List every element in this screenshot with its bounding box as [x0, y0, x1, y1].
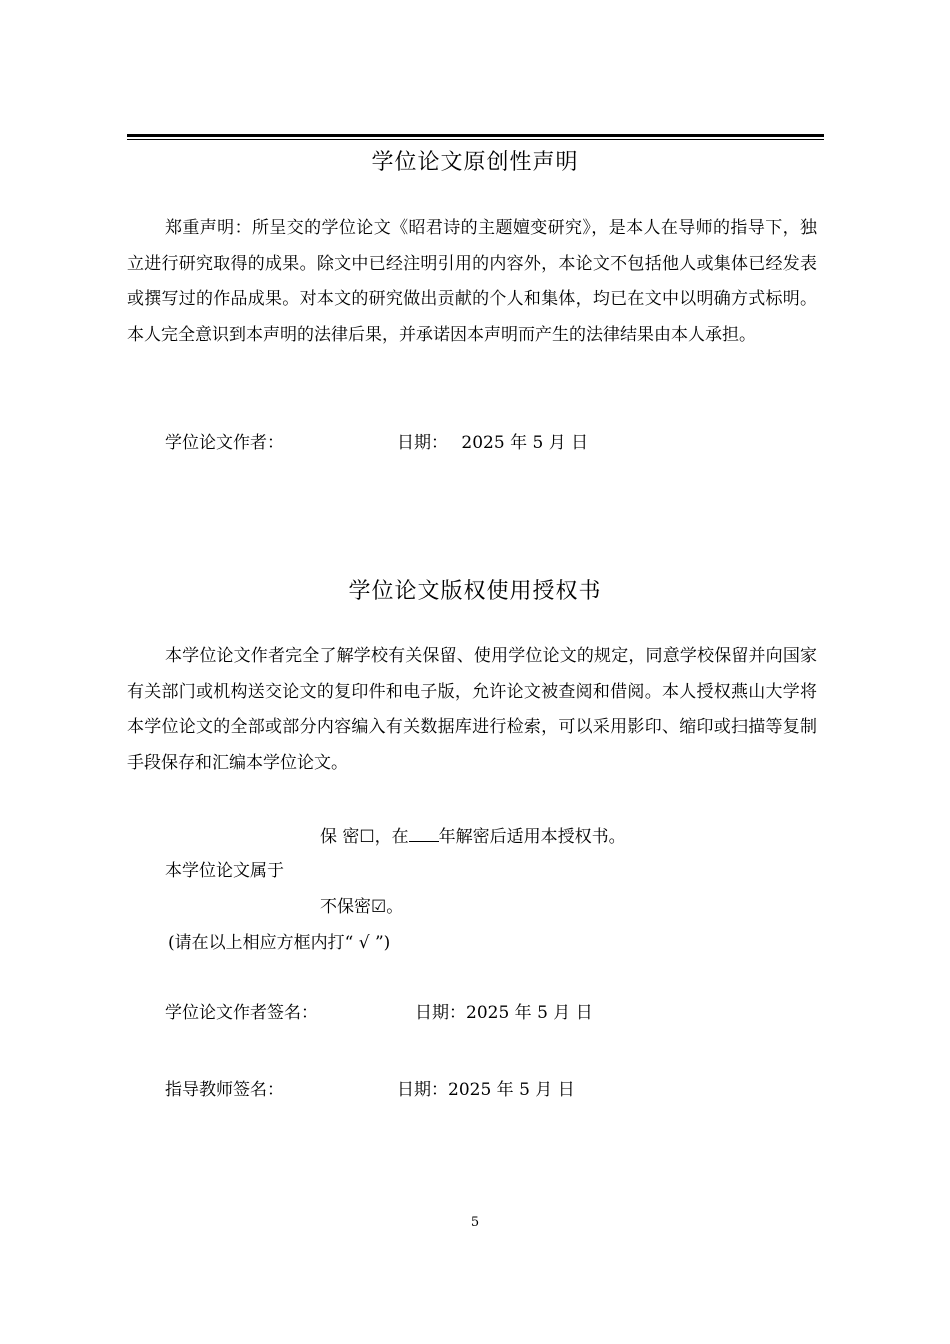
page-number: 5	[470, 1215, 480, 1230]
secret-suffix-label: 年解密后适用本授权书。	[438, 827, 626, 847]
not-secret-option-line	[320, 896, 403, 918]
advisor-signature-label: 指导教师签名：	[165, 1080, 284, 1100]
checkbox-instruction: (请在以上相应方框内打“ √ ”)	[168, 933, 391, 953]
secret-label: 保 密	[320, 827, 360, 847]
not-secret-label: 不保密	[320, 897, 371, 917]
secret-option-line	[320, 825, 626, 848]
belongs-label: 本学位论文属于	[165, 861, 284, 881]
declaration-author-label: 学位论文作者：	[165, 433, 284, 453]
not-secret-checkbox[interactable]: ☑	[371, 897, 387, 917]
secret-in-label: ，在	[374, 827, 409, 847]
declaration-date-label: 日期：	[397, 433, 448, 453]
secret-years-blank[interactable]	[409, 825, 439, 842]
secret-checkbox[interactable]: ☐	[359, 827, 375, 847]
author-signature-date: 日期：2025 年 5 月 日	[415, 1003, 593, 1023]
declaration-date-value: 2025 年 5 月 日	[461, 433, 589, 453]
advisor-signature-date: 日期：2025 年 5 月 日	[397, 1080, 575, 1100]
header-rule-thin	[127, 139, 824, 140]
declaration-date	[397, 432, 588, 454]
declaration-body: 郑重声明：所呈交的学位论文《昭君诗的主题嬗变研究》，是本人在导师的指导下，独立进行研究取得的成果。除文中已经注明引用的内容外，本论文不包括他人或集体已经发表或撰写过的作品成果。对本文的研究做出贡献的个人和集体，均已在文中以明确方式标明。本人完全意识到本声明的法律后果，并承诺因本声明而产生的法律结果由本人承担。	[127, 218, 817, 345]
header-rule-thick	[127, 134, 824, 137]
not-secret-suffix: 。	[386, 897, 404, 917]
declaration-title: 学位论文原创性声明	[371, 150, 579, 175]
authorization-body: 本学位论文作者完全了解学校有关保留、使用学位论文的规定，同意学校保留并向国家有关部门或机构送交论文的复印件和电子版，允许论文被查阅和借阅。本人授权燕山大学将本学位论文的全部或部分内容编入有关数据库进行检索，可以采用影印、缩印或扫描等复制手段保存和汇编本学位论文。	[127, 646, 817, 773]
author-signature-label: 学位论文作者签名：	[165, 1003, 318, 1023]
authorization-title: 学位论文版权使用授权书	[348, 579, 602, 604]
